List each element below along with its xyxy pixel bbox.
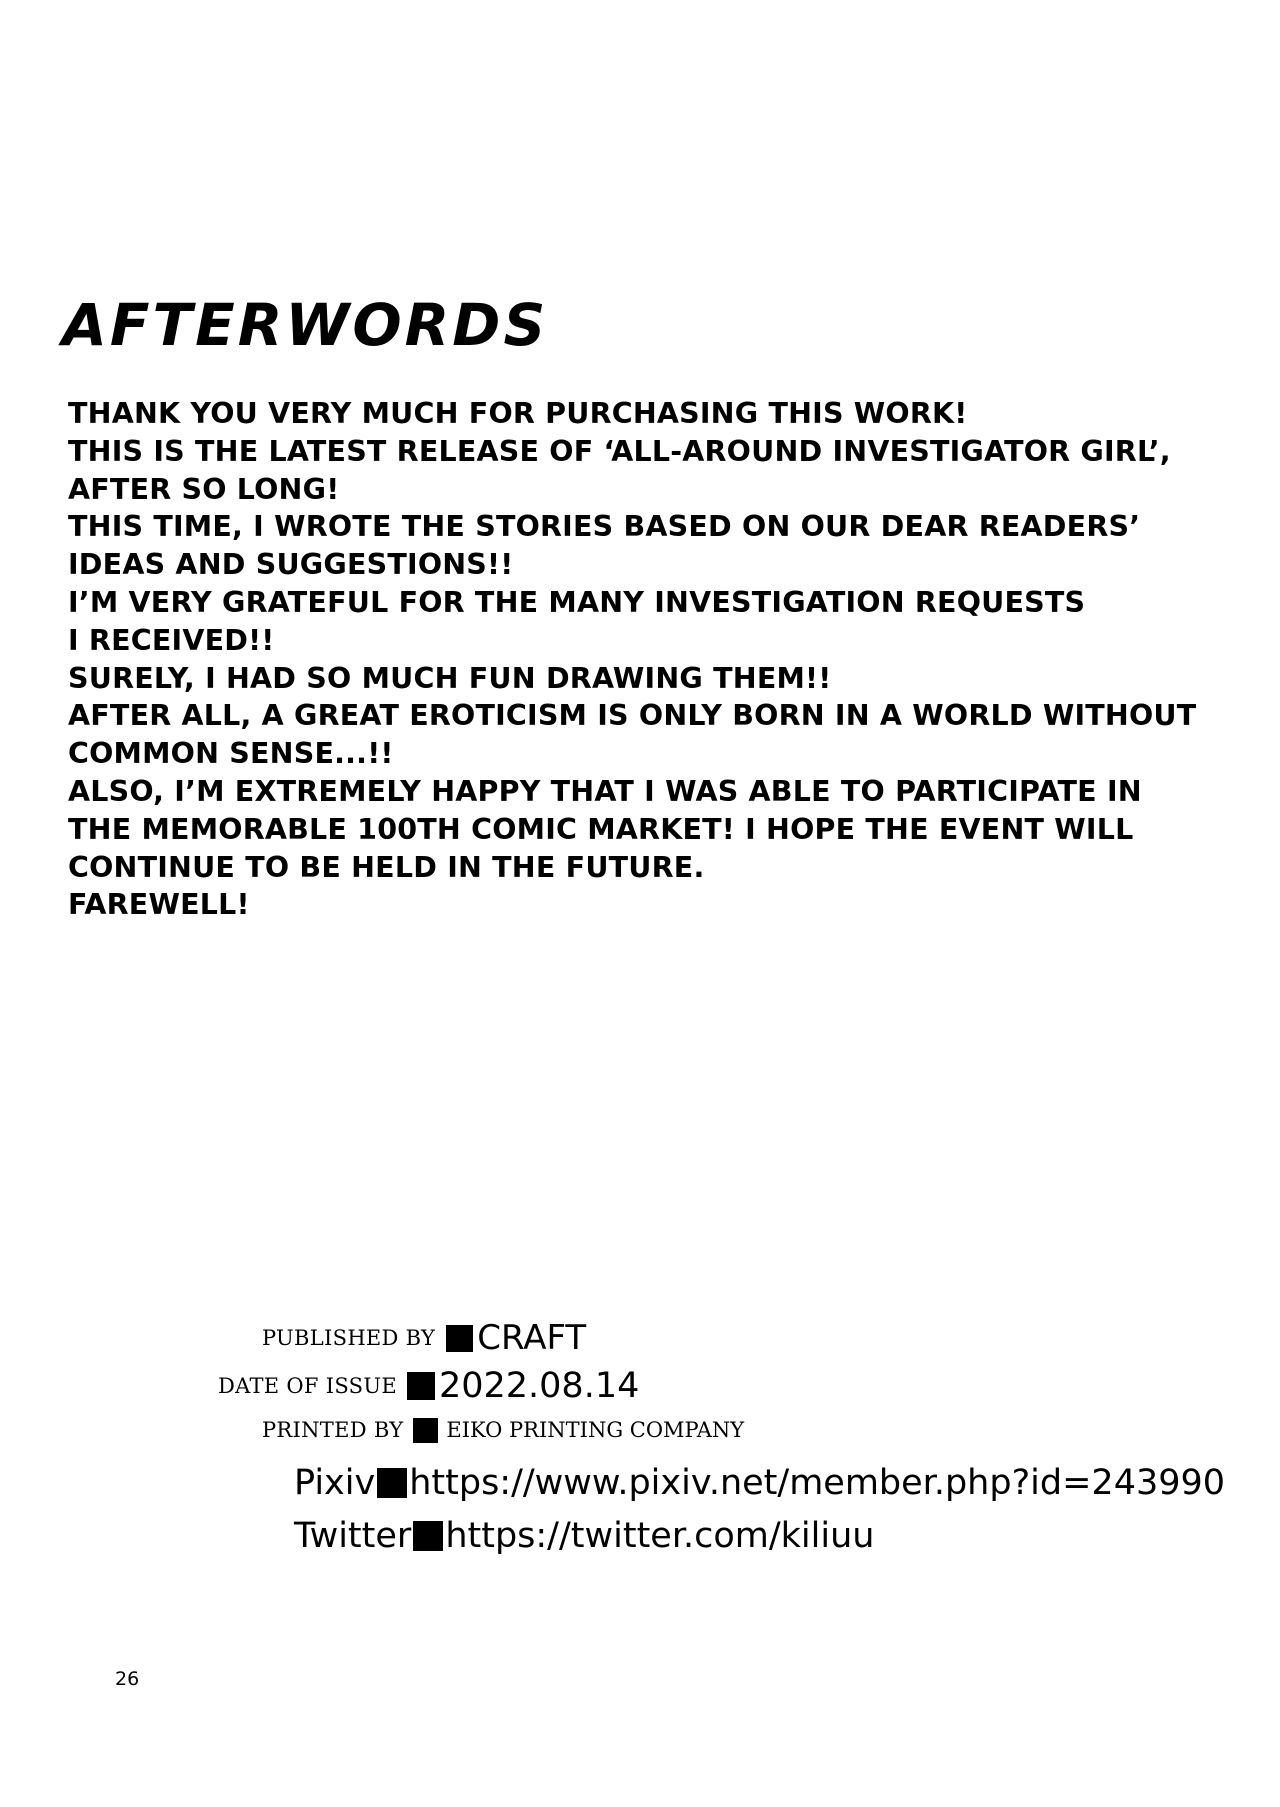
afterword-line: CONTINUE TO BE HELD IN THE FUTURE. bbox=[68, 850, 705, 884]
pixiv-row bbox=[294, 1458, 1225, 1508]
twitter-url: https://twitter.com/kiliuu bbox=[445, 1516, 875, 1556]
published-by-row bbox=[262, 1316, 586, 1360]
afterword-line: AFTER SO LONG! bbox=[68, 472, 340, 506]
pixiv-label: Pixiv bbox=[294, 1463, 376, 1503]
afterword-line: I RECEIVED!! bbox=[68, 623, 275, 657]
afterword-line: AFTER ALL, A GREAT EROTICISM IS ONLY BORN IN A WORLD WITHOUT bbox=[68, 699, 1197, 733]
afterword-line: I’M VERY GRATEFUL FOR THE MANY INVESTIGATION REQUESTS bbox=[68, 585, 1086, 619]
printed-by-label: PRINTED BY bbox=[262, 1418, 404, 1442]
afterword-line: IDEAS AND SUGGESTIONS!! bbox=[68, 548, 514, 582]
afterword-line: THANK YOU VERY MUCH FOR PURCHASING THIS WORK! bbox=[68, 397, 968, 430]
printer-name: EIKO PRINTING COMPANY bbox=[446, 1418, 745, 1442]
separator-square-icon bbox=[413, 1521, 443, 1551]
afterword-line: SURELY, I HAD SO MUCH FUN DRAWING THEM!! bbox=[68, 661, 832, 695]
date-of-issue-label: DATE OF ISSUE bbox=[218, 1374, 397, 1398]
twitter-label: Twitter bbox=[294, 1516, 412, 1556]
pixiv-url: https://www.pixiv.net/member.php?id=243990 bbox=[409, 1463, 1226, 1503]
separator-square-icon bbox=[377, 1468, 407, 1498]
printed-by-row bbox=[262, 1413, 744, 1447]
afterword-line: COMMON SENSE...!! bbox=[68, 737, 394, 771]
afterword-line: THIS TIME, I WROTE THE STORIES BASED ON OUR DEAR READERS’ bbox=[68, 510, 1141, 544]
publisher-name: CRAFT bbox=[477, 1318, 587, 1358]
afterwords-title: AFTERWORDS bbox=[62, 291, 549, 359]
issue-date: 2022.08.14 bbox=[438, 1366, 640, 1406]
afterword-line: FAREWELL! bbox=[68, 888, 250, 922]
separator-square-icon bbox=[446, 1325, 473, 1352]
separator-square-icon bbox=[407, 1372, 435, 1400]
twitter-row bbox=[294, 1511, 874, 1561]
afterword-line: THE MEMORABLE 100TH COMIC MARKET! I HOPE THE EVENT WILL bbox=[68, 812, 1134, 846]
afterword-line: ALSO, I’M EXTREMELY HAPPY THAT I WAS ABLE TO PARTICIPATE IN bbox=[68, 774, 1142, 808]
afterword-body bbox=[68, 395, 1238, 924]
afterword-line: THIS IS THE LATEST RELEASE OF ‘ALL-AROUND INVESTIGATOR GIRL’, bbox=[68, 434, 1171, 468]
page-number: 26 bbox=[115, 1668, 140, 1690]
published-by-label: PUBLISHED BY bbox=[262, 1326, 436, 1350]
separator-square-icon bbox=[413, 1418, 438, 1443]
date-of-issue-row bbox=[218, 1363, 639, 1409]
